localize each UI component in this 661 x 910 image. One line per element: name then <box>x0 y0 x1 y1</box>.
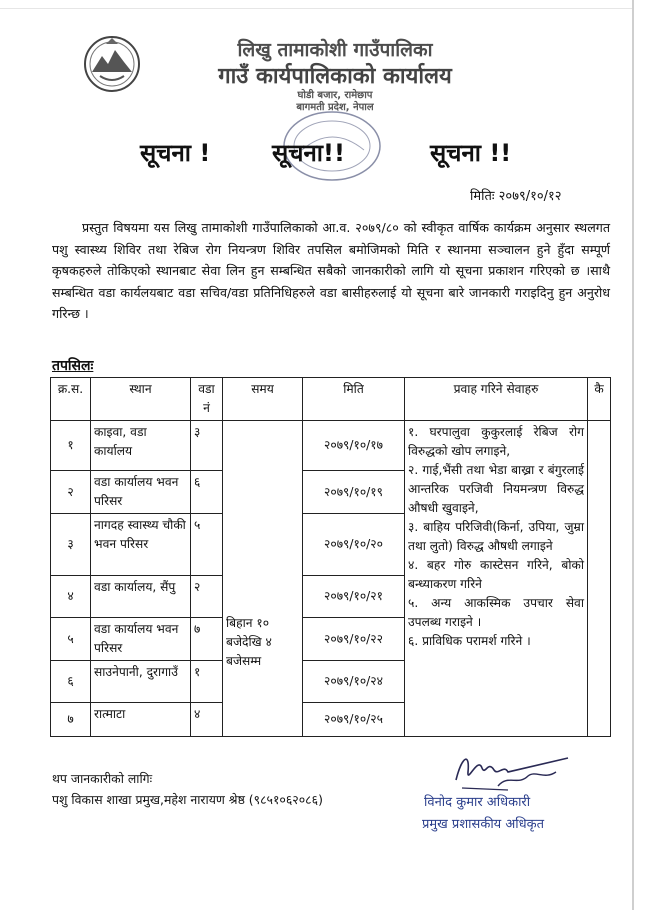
address-line: घोडी बजार, रामेछाप <box>297 90 373 101</box>
place-cell: रात्माटा <box>91 703 191 737</box>
service-item: ५. अन्य आकस्मिक उपचार सेवा उपलब्ध गराइने । <box>408 596 584 629</box>
column-header: समय <box>223 378 303 421</box>
serial-cell: ७ <box>51 703 91 737</box>
notice-body-text: प्रस्तुत विषयमा यस लिखु तामाकोशी गाउँपालिकाको आ.व. २०७९/८० को स्वीकृत वार्षिक कार्यक्रम अनुसार स्थलगत पशु स्वास्थ्य शिविर तथा रेबिज रोग नियन्त्रण शिविर तपसिल बमोजिमको मिति र स्थानमा सञ्चालन हुने हुँदा सम्पूर्ण कृषकहरुले तोकिएको स्थानबाट सेवा लिन हुन सम्बन्धित सबैको जानकारीको लागि यो सूचना प्रकाशन गरिएको छ ।साथै सम्बन्धित वडा कार्यलयबाट वडा सचिव/वडा प्रतिनिधिहरुले वडा बासीहरुलाई यो सूचना बारे जानकारी गराइदिनु हुन अनुरोध गरिन्छ । <box>52 220 610 321</box>
date-cell: २०७९/१०/२२ <box>303 618 405 661</box>
signer-name: विनोद कुमार अधिकारी <box>424 795 531 810</box>
contact-info <box>52 768 323 810</box>
page-edge <box>632 0 634 910</box>
serial-cell: ४ <box>51 576 91 618</box>
notice-heading: सूचना !! <box>430 139 512 167</box>
date-cell: २०७९/१०/२४ <box>303 661 405 703</box>
serial-cell: ५ <box>51 618 91 661</box>
handwritten-signature <box>448 746 574 794</box>
column-header: कै <box>588 378 611 421</box>
time-text: बिहान १० बजेदेखि ४ बजेसम्म <box>226 616 272 668</box>
ward-cell: ३ <box>191 421 223 471</box>
ward-cell: ५ <box>191 514 223 576</box>
table-row <box>51 421 611 471</box>
ward-cell: ७ <box>191 618 223 661</box>
serial-cell: ३ <box>51 514 91 576</box>
schedule-heading: तपसिलः <box>52 358 94 374</box>
column-header: प्रवाह गरिने सेवाहरु <box>405 378 588 421</box>
page-edge <box>0 8 632 9</box>
place-cell: साउनेपानी, दुरागाउँ <box>91 661 191 703</box>
column-header: मिति <box>303 378 405 421</box>
service-item: २. गाई,भैंसी तथा भेडा बाख्रा र बंगुरलाई आन्तरिक परजिवी नियमन्त्रण विरुद्ध औषधी खुवाइने, <box>408 463 584 515</box>
nepal-emblem-icon <box>82 34 142 94</box>
date-cell: २०७९/१०/१९ <box>303 471 405 514</box>
time-cell <box>223 421 303 737</box>
office-name: लिखु तामाकोशी गाउँपालिका <box>237 39 433 61</box>
services-cell <box>405 421 588 737</box>
date-cell: २०७९/१०/२० <box>303 514 405 576</box>
ward-cell: २ <box>191 576 223 618</box>
serial-cell: १ <box>51 421 91 471</box>
date-cell: २०७९/१०/२१ <box>303 576 405 618</box>
signer-title: प्रमुख प्रशासकीय अधिकृत <box>422 817 545 832</box>
ward-cell: १ <box>191 661 223 703</box>
table-header-row <box>51 378 611 421</box>
place-cell: वडा कार्यालय भवन परिसर <box>91 618 191 661</box>
address-line: बागमती प्रदेश, नेपाल <box>296 102 374 113</box>
place-cell: नागदह स्वास्थ्य चौकी भवन परिसर <box>91 514 191 576</box>
serial-cell: २ <box>51 471 91 514</box>
notice-heading: सूचना ! <box>140 139 211 167</box>
date-cell: २०७९/१०/१७ <box>303 421 405 471</box>
service-item: १. घरपालुवा कुकुरलाई रेबिज रोग विरुद्धको खोप लगाइने, <box>408 425 584 458</box>
remarks-cell <box>588 421 611 737</box>
service-item: ४. बहर गोरु कास्टेसन गरिने, बोको बन्ध्याकरण गरिने <box>408 558 584 591</box>
contact-label: थप जानकारीको लागिः <box>52 771 153 786</box>
place-cell: वडा कार्यालय, सैंपु <box>91 576 191 618</box>
column-header: क्र.स. <box>51 378 91 421</box>
service-item: ६. प्राविधिक परामर्श गरिने । <box>408 634 531 648</box>
place-cell: वडा कार्यालय भवन परिसर <box>91 471 191 514</box>
ward-cell: ४ <box>191 703 223 737</box>
date-cell: २०७९/१०/२५ <box>303 703 405 737</box>
ward-cell: ६ <box>191 471 223 514</box>
notice-heading: सूचना!! <box>272 139 345 167</box>
place-cell: काइवा, वडा कार्यालय <box>91 421 191 471</box>
column-header: स्थान <box>91 378 191 421</box>
serial-cell: ६ <box>51 661 91 703</box>
column-header: वडा नं <box>191 378 223 421</box>
schedule-table <box>50 377 611 737</box>
notice-body <box>52 217 610 325</box>
service-item: ३. बाहिय परिजिवी(किर्ना, उपिया, जुम्रा तथा लुतो) विरुद्ध औषधी लगाइने <box>408 520 584 553</box>
notice-date: मितिः २०७९/१०/१२ <box>470 189 562 204</box>
contact-person: पशु विकास शाखा प्रमुख,महेश नारायण श्रेष्ठ (९८५१०६२०८६) <box>52 792 323 807</box>
office-subtitle: गाउँ कार्यपालिकाको कार्यालय <box>218 64 452 89</box>
